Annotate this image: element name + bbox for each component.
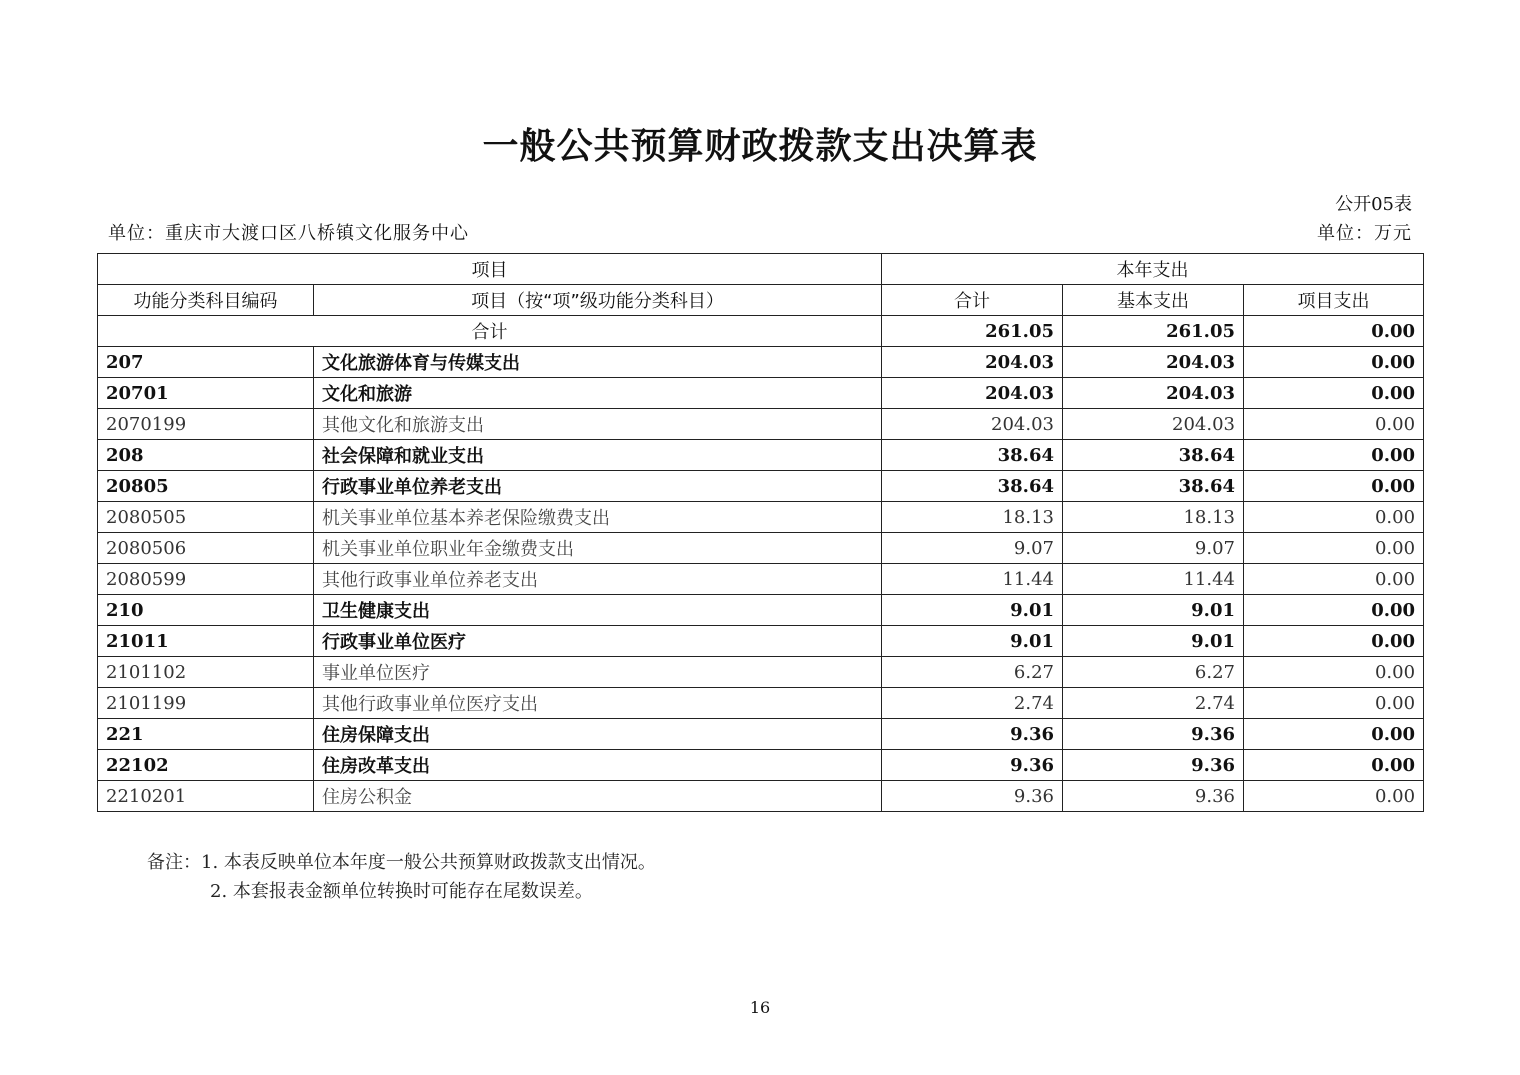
table-row: [98, 750, 1424, 781]
row-name: 文化旅游体育与传媒支出: [314, 347, 882, 378]
row-code: 2080506: [98, 533, 314, 564]
header-row-bottom: [98, 285, 1424, 316]
row-basic: 6.27: [1063, 657, 1244, 688]
organization-unit-label: 单位：重庆市大渡口区八桥镇文化服务中心: [108, 223, 469, 244]
header-row-top: [98, 254, 1424, 285]
row-code: 2080505: [98, 502, 314, 533]
page-title: 一般公共预算财政拨款支出决算表: [482, 126, 1038, 167]
row-project: 0.00: [1244, 564, 1424, 595]
row-name: 其他行政事业单位医疗支出: [314, 688, 882, 719]
row-code: 21011: [98, 626, 314, 657]
page-number: 16: [749, 998, 771, 1017]
row-basic: 2.74: [1063, 688, 1244, 719]
table-row: [98, 533, 1424, 564]
row-project: 0.00: [1244, 595, 1424, 626]
total-row-total: 261.05: [882, 316, 1063, 347]
row-name: 机关事业单位职业年金缴费支出: [314, 533, 882, 564]
row-code: 210: [98, 595, 314, 626]
table-row: [98, 626, 1424, 657]
row-basic: 204.03: [1063, 409, 1244, 440]
row-basic: 9.36: [1063, 781, 1244, 812]
row-total: 204.03: [882, 347, 1063, 378]
row-total: 2.74: [882, 688, 1063, 719]
row-total: 9.36: [882, 781, 1063, 812]
notes: [147, 848, 656, 906]
table-row: [98, 409, 1424, 440]
header-total: 合计: [882, 285, 1063, 316]
row-total: 11.44: [882, 564, 1063, 595]
row-project: 0.00: [1244, 378, 1424, 409]
total-row-basic: 261.05: [1063, 316, 1244, 347]
row-project: 0.00: [1244, 409, 1424, 440]
table-row: [98, 688, 1424, 719]
header-project: 项目支出: [1244, 285, 1424, 316]
row-total: 9.36: [882, 750, 1063, 781]
row-total: 9.01: [882, 626, 1063, 657]
row-code: 207: [98, 347, 314, 378]
row-code: 22102: [98, 750, 314, 781]
row-total: 9.36: [882, 719, 1063, 750]
table-row: [98, 564, 1424, 595]
row-name: 行政事业单位医疗: [314, 626, 882, 657]
row-code: 221: [98, 719, 314, 750]
header-current-year: 本年支出: [882, 254, 1424, 285]
row-basic: 11.44: [1063, 564, 1244, 595]
row-code: 2080599: [98, 564, 314, 595]
row-project: 0.00: [1244, 657, 1424, 688]
note-line-1: 备注：1. 本表反映单位本年度一般公共预算财政拨款支出情况。: [147, 852, 656, 873]
row-total: 204.03: [882, 378, 1063, 409]
row-name: 住房保障支出: [314, 719, 882, 750]
row-total: 18.13: [882, 502, 1063, 533]
table-row: [98, 440, 1424, 471]
header-code: 功能分类科目编码: [98, 285, 314, 316]
row-project: 0.00: [1244, 626, 1424, 657]
header-name: 项目（按“项”级功能分类科目）: [314, 285, 882, 316]
row-basic: 9.07: [1063, 533, 1244, 564]
row-name: 卫生健康支出: [314, 595, 882, 626]
row-project: 0.00: [1244, 347, 1424, 378]
total-row-label: 合计: [98, 316, 882, 347]
row-code: 208: [98, 440, 314, 471]
row-name: 其他文化和旅游支出: [314, 409, 882, 440]
row-basic: 38.64: [1063, 471, 1244, 502]
row-basic: 9.01: [1063, 595, 1244, 626]
row-code: 20805: [98, 471, 314, 502]
row-basic: 9.36: [1063, 750, 1244, 781]
table-row: [98, 502, 1424, 533]
row-project: 0.00: [1244, 750, 1424, 781]
row-total: 9.01: [882, 595, 1063, 626]
row-basic: 38.64: [1063, 440, 1244, 471]
row-name: 行政事业单位养老支出: [314, 471, 882, 502]
table-row: [98, 657, 1424, 688]
row-name: 社会保障和就业支出: [314, 440, 882, 471]
row-project: 0.00: [1244, 502, 1424, 533]
table-row: [98, 781, 1424, 812]
row-total: 204.03: [882, 409, 1063, 440]
row-code: 2210201: [98, 781, 314, 812]
table-row: [98, 595, 1424, 626]
row-basic: 9.01: [1063, 626, 1244, 657]
row-code: 2070199: [98, 409, 314, 440]
row-name: 机关事业单位基本养老保险缴费支出: [314, 502, 882, 533]
row-name: 住房改革支出: [314, 750, 882, 781]
row-project: 0.00: [1244, 688, 1424, 719]
total-row: [98, 316, 1424, 347]
currency-unit-label: 单位：万元: [1317, 223, 1412, 244]
row-project: 0.00: [1244, 719, 1424, 750]
row-project: 0.00: [1244, 440, 1424, 471]
row-total: 9.07: [882, 533, 1063, 564]
row-project: 0.00: [1244, 471, 1424, 502]
row-name: 其他行政事业单位养老支出: [314, 564, 882, 595]
row-basic: 204.03: [1063, 347, 1244, 378]
table-row: [98, 471, 1424, 502]
row-basic: 9.36: [1063, 719, 1244, 750]
row-project: 0.00: [1244, 781, 1424, 812]
header-item: 项目: [98, 254, 882, 285]
table-row: [98, 719, 1424, 750]
row-code: 20701: [98, 378, 314, 409]
row-total: 6.27: [882, 657, 1063, 688]
row-total: 38.64: [882, 440, 1063, 471]
table-row: [98, 347, 1424, 378]
total-row-project: 0.00: [1244, 316, 1424, 347]
row-code: 2101199: [98, 688, 314, 719]
row-total: 38.64: [882, 471, 1063, 502]
form-id-label: 公开05表: [1335, 194, 1412, 215]
note-line-2: 2. 本套报表金额单位转换时可能存在尾数误差。: [210, 881, 593, 902]
row-name: 住房公积金: [314, 781, 882, 812]
row-project: 0.00: [1244, 533, 1424, 564]
row-basic: 204.03: [1063, 378, 1244, 409]
expenditure-table: [97, 253, 1424, 812]
row-basic: 18.13: [1063, 502, 1244, 533]
header-basic: 基本支出: [1063, 285, 1244, 316]
table-row: [98, 378, 1424, 409]
row-code: 2101102: [98, 657, 314, 688]
row-name: 文化和旅游: [314, 378, 882, 409]
row-name: 事业单位医疗: [314, 657, 882, 688]
